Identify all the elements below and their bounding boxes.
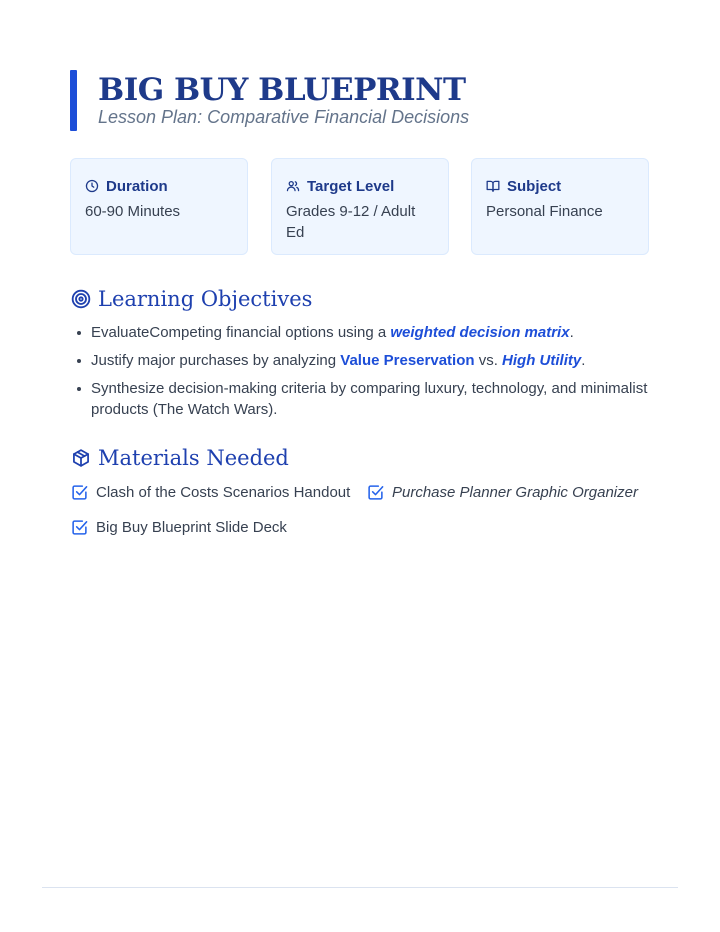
objective-emphasis: weighted decision matrix	[390, 324, 570, 341]
card-label: Target Level	[307, 177, 395, 195]
card-value: Grades 9-12 / Adult Ed	[286, 203, 416, 241]
card-value: Personal Finance	[486, 203, 603, 220]
material-item	[367, 484, 638, 501]
checkbox-checked-icon	[71, 484, 88, 501]
list-item	[76, 378, 651, 420]
clock-icon	[85, 179, 99, 193]
objective-text: Justify major purchases by analyzing	[91, 352, 341, 369]
package-icon	[71, 448, 91, 468]
info-card-duration	[70, 158, 248, 255]
material-label: Clash of the Costs Scenarios Handout	[96, 484, 351, 501]
material-item	[71, 519, 287, 536]
info-card-target-level	[271, 158, 449, 255]
page-header	[70, 70, 650, 131]
checkbox-checked-icon	[71, 519, 88, 536]
objective-text: .	[581, 352, 586, 369]
header-accent-bar	[70, 70, 77, 131]
users-icon	[286, 179, 300, 193]
materials-needed-heading	[71, 446, 289, 470]
page-title: BIG BUY BLUEPRINT	[98, 72, 466, 108]
card-label: Duration	[106, 177, 168, 195]
objective-text: vs.	[474, 352, 503, 369]
section-title: Materials Needed	[98, 446, 289, 470]
info-card-subject	[471, 158, 649, 255]
list-item	[76, 322, 651, 343]
footer-divider	[42, 887, 678, 888]
objective-text: .	[569, 324, 574, 341]
card-label: Subject	[507, 177, 562, 195]
objective-text: Synthesize decision-making criteria by comparing luxury, technology, and minimalist products (The Watch Wars).	[91, 380, 648, 418]
list-item	[76, 350, 651, 371]
target-icon	[71, 289, 91, 309]
material-label: Big Buy Blueprint Slide Deck	[96, 519, 287, 536]
learning-objectives-heading	[71, 287, 312, 311]
checkbox-checked-icon	[367, 484, 384, 501]
objective-emphasis: Value Preservation	[340, 352, 475, 369]
page-subtitle: Lesson Plan: Comparative Financial Decisions	[98, 107, 470, 127]
material-label: Purchase Planner Graphic Organizer	[392, 484, 638, 501]
objective-emphasis: High Utility	[502, 352, 582, 369]
book-open-icon	[486, 179, 500, 193]
objectives-list	[76, 322, 651, 427]
card-value: 60-90 Minutes	[85, 203, 181, 220]
objective-text: EvaluateCompeting financial options using a	[91, 324, 391, 341]
material-item	[71, 484, 350, 501]
section-title: Learning Objectives	[98, 287, 313, 311]
